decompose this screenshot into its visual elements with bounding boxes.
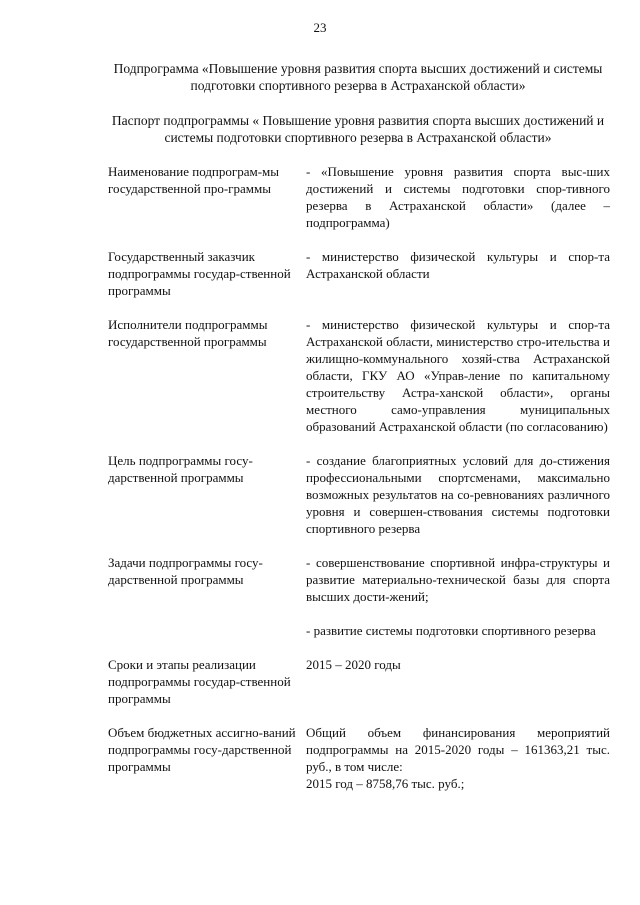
row-value-text: 2015 – 2020 годы <box>306 657 401 672</box>
row-value <box>306 163 610 231</box>
row-tasks <box>108 554 610 639</box>
subprogram-title: Подпрограмма «Повышение уровня развития спорта высших достижений и системы подготовки спортивного резерва в Астраханской области» <box>113 61 603 93</box>
row-value-text: - создание благоприятных условий для до-стижения профессиональными спортсменами, максимально возможных результатов на со-ревнованиях различного уровня и совершен-ствования системы подготовки спортивного резерва <box>306 453 610 536</box>
row-value <box>306 724 610 792</box>
passport-title: Паспорт подпрограммы « Повышение уровня развития спорта высших достижений и системы подготовки спортивного резерва в Астраханской области» <box>111 113 605 145</box>
row-value <box>306 452 610 537</box>
row-value-text: - совершенствование спортивной инфра-структуры и развитие материально-технической базы для спорта высших дости-жений; <box>306 555 610 604</box>
row-label: Сроки и этапы реализации подпрограммы государ-ственной программы <box>108 657 291 706</box>
row-value <box>306 656 610 707</box>
row-label: Объем бюджетных ассигно-ваний подпрограммы госу-дарственной программы <box>108 725 296 774</box>
row-customer <box>108 248 610 299</box>
row-value-text: Общий объем финансирования мероприятий подпрограммы на 2015-2020 годы – 161363,21 тыс. руб., в том числе: <box>306 725 610 774</box>
row-label: Исполнители подпрограммы государственной программы <box>108 317 268 349</box>
row-goal <box>108 452 610 537</box>
row-name <box>108 163 610 231</box>
row-executors <box>108 316 610 435</box>
row-label: Наименование подпрограм-мы государственной про-граммы <box>108 164 280 196</box>
row-value-text: - министерство физической культуры и спор-та Астраханской области, министерство стро-ительства и жилищно-коммунального хозяй-ства Астраханской области, ГКУ АО «Управ-ление по капитальному строительству Астра-ханской области», органы местного само-управления муниципальных образований Астраханской области (по согласованию) <box>306 317 610 434</box>
row-value-text: - министерство физической культуры и спор-та Астраханской области <box>306 249 610 281</box>
row-value-text: - «Повышение уровня развития спорта выс-ших достижений и системы подготовки спор-тивного резерва в Астраханской области» (далее – подпрограмма) <box>306 164 610 230</box>
row-value-text: - развитие системы подготовки спортивного резерва <box>306 623 596 638</box>
row-label: Цель подпрограммы госу-дарственной программы <box>108 453 253 485</box>
page-number: 23 <box>313 20 327 35</box>
row-label: Государственный заказчик подпрограммы государ-ственной программы <box>108 249 291 298</box>
row-value <box>306 554 610 639</box>
row-value <box>306 316 610 435</box>
row-label: Задачи подпрограммы госу-дарственной программы <box>108 555 263 587</box>
passport-table <box>108 163 610 804</box>
row-budget <box>108 724 610 792</box>
row-timeline <box>108 656 610 707</box>
row-value-text: 2015 год – 8758,76 тыс. руб.; <box>306 776 465 791</box>
row-value <box>306 248 610 299</box>
